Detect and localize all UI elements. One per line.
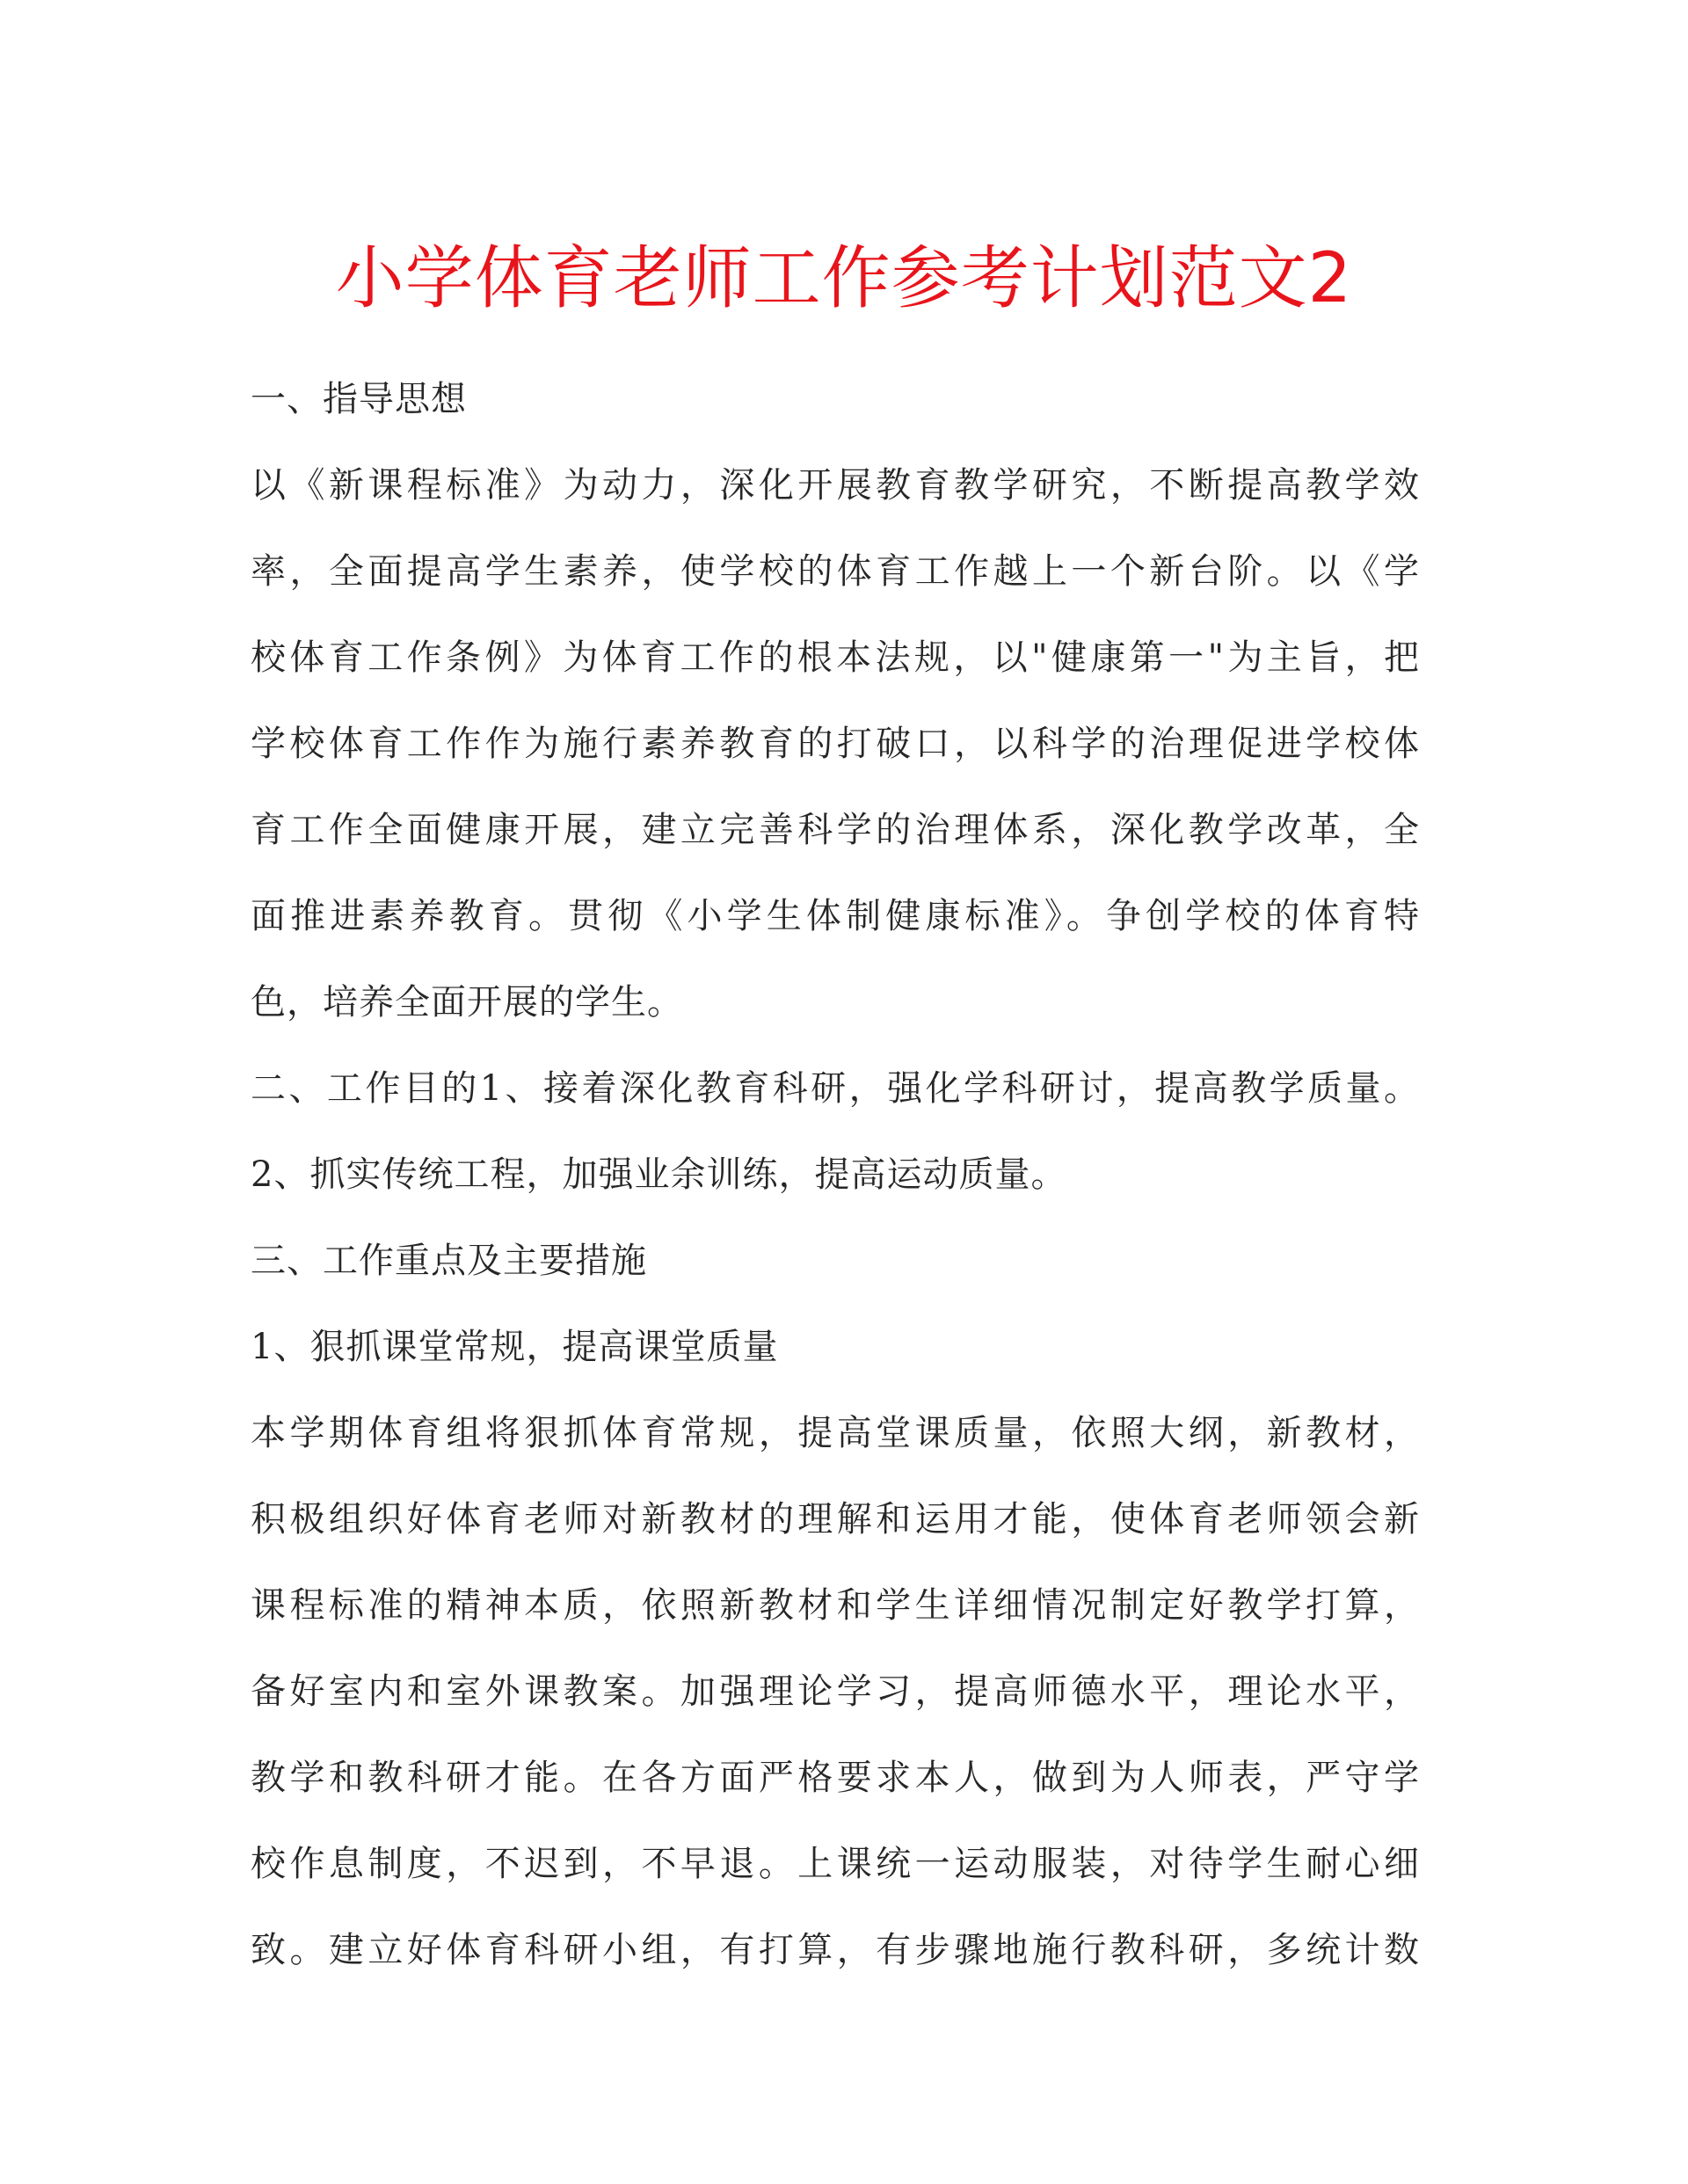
paragraph-line: 备好室内和室外课教案。加强理论学习，提高师德水平，理论水平， xyxy=(251,1671,1420,1712)
paragraph-line: 育工作全面健康开展，建立完善科学的治理体系，深化教学改革，全 xyxy=(251,810,1420,850)
document-title: 小学体育老师工作参考计划范文2 xyxy=(335,239,1353,318)
paragraph-line: 致。建立好体育科研小组，有打算，有步骤地施行教科研，多统计数 xyxy=(251,1930,1420,1970)
paragraph-line: 校作息制度，不迟到，不早退。上课统一运动服装，对待学生耐心细 xyxy=(251,1844,1420,1884)
document-body xyxy=(251,356,1420,1993)
paragraph-line: 课程标准的精神本质，依照新教材和学生详细情况制定好教学打算， xyxy=(251,1585,1420,1626)
paragraph-line: 校体育工作条例》为体育工作的根本法规，以"健康第一"为主旨，把 xyxy=(251,637,1420,678)
paragraph-line: 本学期体育组将狠抓体育常规，提高堂课质量，依照大纲，新教材， xyxy=(251,1413,1420,1453)
heading-key-measures: 三、工作重点及主要措施 xyxy=(251,1241,647,1281)
subheading-classroom-routine: 1、狠抓课堂常规，提高课堂质量 xyxy=(251,1327,779,1367)
paragraph-line: 教学和教科研才能。在各方面严格要求本人，做到为人师表，严守学 xyxy=(251,1758,1420,1798)
heading-guiding-ideology: 一、指导思想 xyxy=(251,379,467,419)
paragraph-line: 以《新课程标准》为动力，深化开展教育教学研究，不断提高教学效 xyxy=(251,465,1420,506)
paragraph-line: 面推进素养教育。贯彻《小学生体制健康标准》。争创学校的体育特 xyxy=(251,896,1420,936)
paragraph-line: 率，全面提高学生素养，使学校的体育工作越上一个新台阶。以《学 xyxy=(251,551,1420,592)
paragraph-line-last: 色，培养全面开展的学生。 xyxy=(251,982,683,1023)
list-item-goal-2: 2、抓实传统工程，加强业余训练，提高运动质量。 xyxy=(251,1154,1067,1195)
paragraph-line: 积极组织好体育老师对新教材的理解和运用才能，使体育老师领会新 xyxy=(251,1499,1420,1540)
heading-work-goals: 二、工作目的1、接着深化教育科研，强化学科研讨，提高教学质量。 xyxy=(251,1068,1420,1109)
paragraph-line: 学校体育工作作为施行素养教育的打破口，以科学的治理促进学校体 xyxy=(251,724,1420,764)
